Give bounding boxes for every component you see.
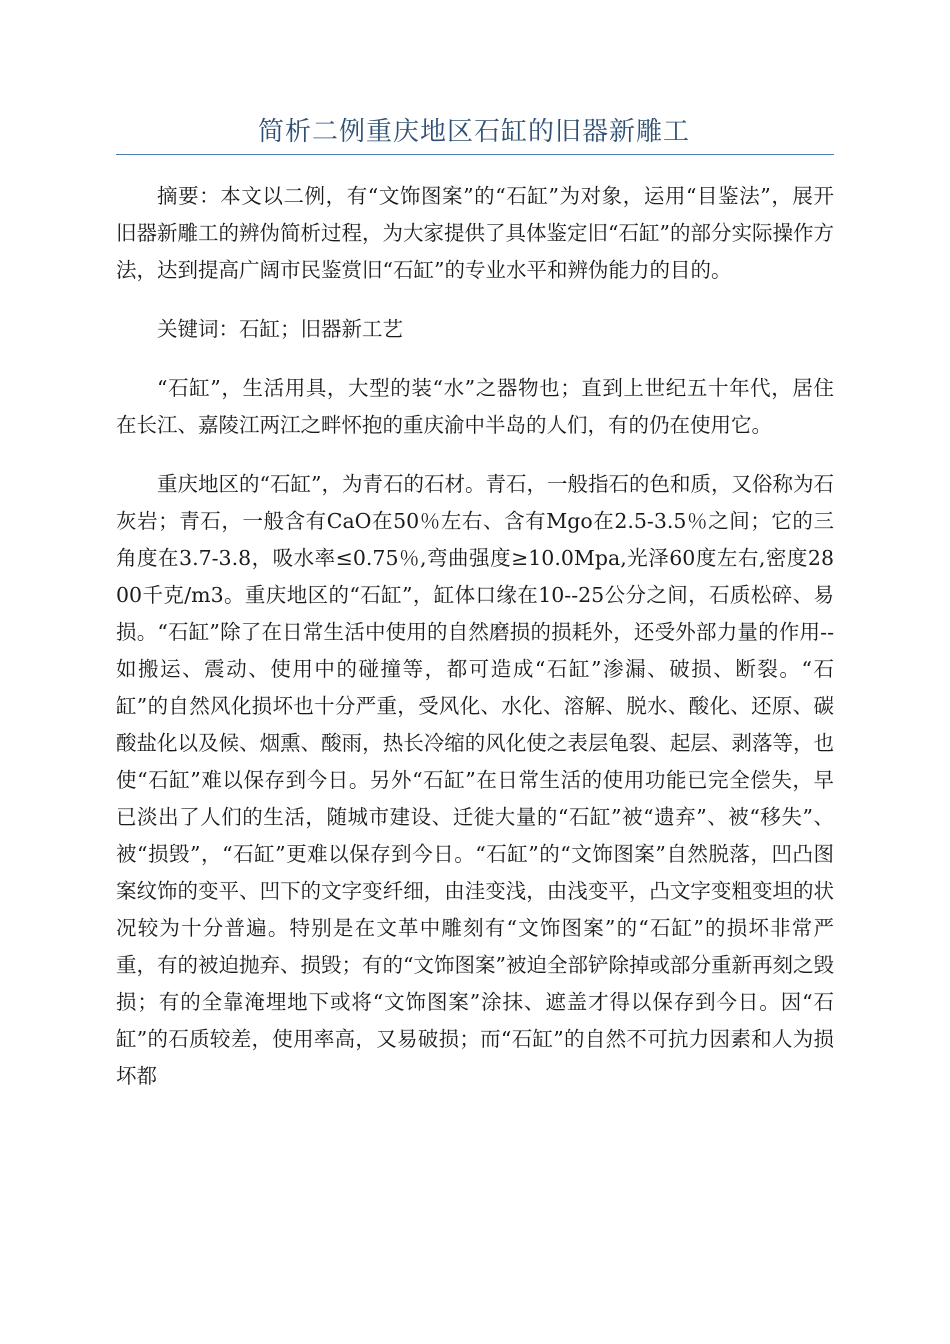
keywords-paragraph: 关键词：石缸；旧器新工艺 — [157, 317, 403, 341]
title-underline — [116, 154, 834, 155]
document-body — [116, 178, 834, 1117]
abstract-paragraph: 摘要：本文以二例，有“文饰图案”的“石缸”为对象，运用“目鉴法”，展开旧器新雕工的辨伪简析过程，为大家提供了具体鉴定旧“石缸”的部分实际操作方法，达到提高广阔市民鉴赏旧“石缸”的专业水平和辨伪能力的目的。 — [116, 184, 834, 282]
body-paragraph: “石缸”，生活用具，大型的装“水”之器物也；直到上世纪五十年代，居住在长江、嘉陵江两江之畔怀抱的重庆渝中半岛的人们，有的仍在使用它。 — [116, 376, 834, 437]
document-title: 简析二例重庆地区石缸的旧器新雕工 — [257, 117, 690, 147]
body-paragraph: 重庆地区的“石缸”，为青石的石材。青石，一般指石的色和质，又俗称为石灰岩；青石，一般含有CaO在50％左右、含有Mgo在2.5-3.5％之间；它的三角度在3.7-3.8，吸水率≤0.75％,弯曲强度≥10.0Mpa,光泽60度左右,密度2800千克/m3。重庆地区的“石缸”，缸体口缘在10--25公分之间，石质松碎、易损。“石缸”除了在日常生活中使用的自然磨损的损耗外，还受外部力量的作用--如搬运、震动、使用中的碰撞等，都可造成“石缸”渗漏、破损、断裂。“石缸”的自然风化损坏也十分严重，受风化、水化、溶解、脱水、酸化、还原、碳酸盐化以及候、烟熏、酸雨，热长冷缩的风化使之表层龟裂、起层、剥落等，也使“石缸”难以保存到今日。另外“石缸”在日常生活的使用功能已完全偿失，早已淡出了人们的生活，随城市建设、迁徙大量的“石缸”被“遗弃”、被“移失”、被“损毁”，“石缸”更难以保存到今日。“石缸”的“文饰图案”自然脱落，凹凸图案纹饰的变平、凹下的文字变纤细，由洼变浅，由浅变平，凸文字变粗变坦的状况较为十分普遍。特别是在文革中雕刻有“文饰图案”的“石缸”的损坏非常严重，有的被迫抛弃、损毁；有的“文饰图案”被迫全部铲除掉或部分重新再刻之毁损；有的全靠淹埋地下或将“文饰图案”涂抹、遮盖才得以保存到今日。因“石缸”的石质较差，使用率高，又易破损；而“石缸”的自然不可抗力因素和人为损坏都 — [116, 472, 834, 1088]
